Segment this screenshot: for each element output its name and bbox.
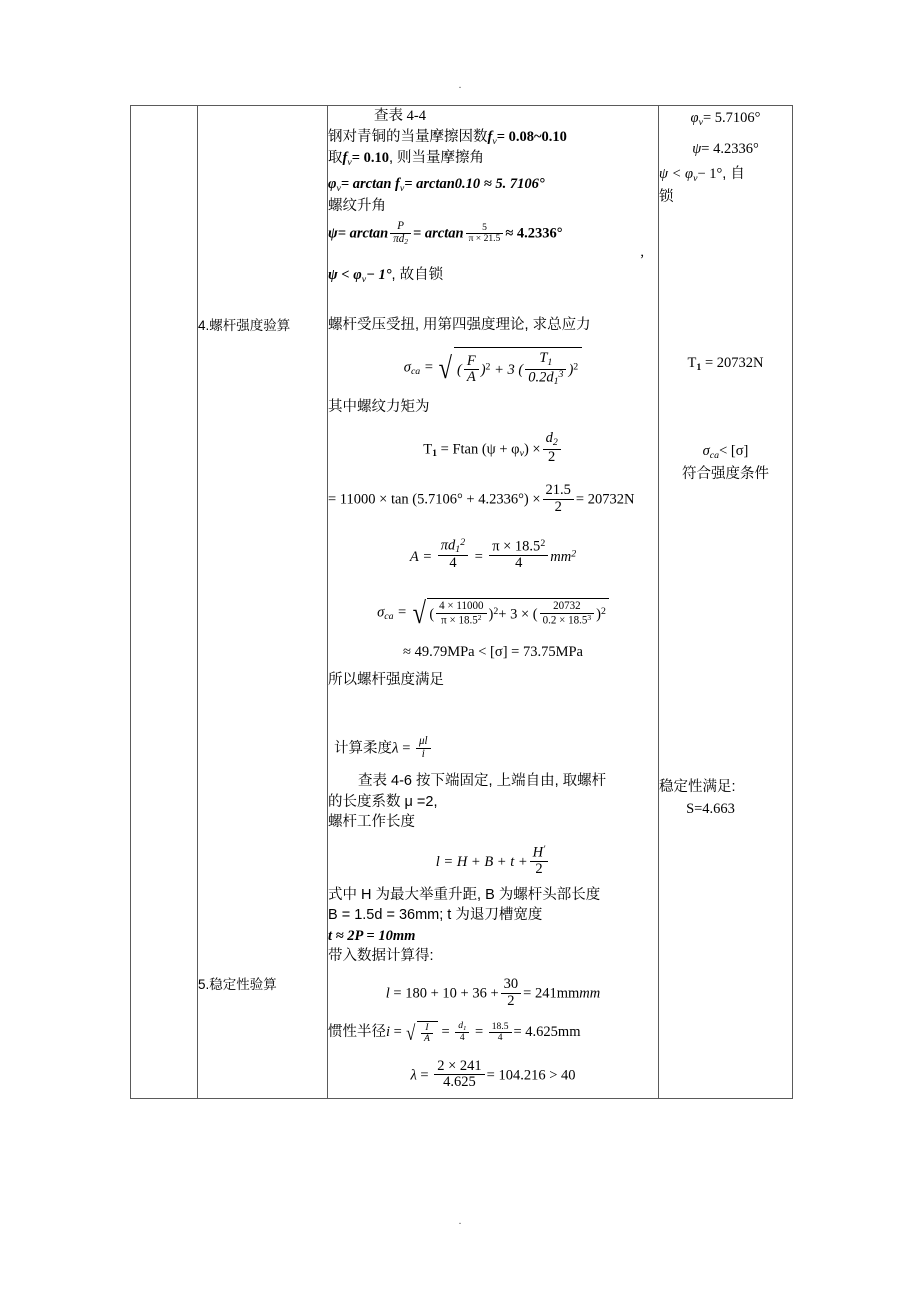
- text-B-value: B = 1.5d = 36mm; t 为退刀槽宽度: [328, 907, 543, 924]
- result-self-locking: $\psi < \varphi_v- 1^\circ$, 自: [659, 166, 745, 185]
- step-5-label: 5.稳定性验算: [198, 977, 277, 992]
- equation-sigma-ca-formula: $\sigma_{ca}$ = √ ( $\frac{F}{A}$ )$^2$ + 3 ( $\frac{T_1}{0.2d_1^3}$ )$^2$: [328, 347, 658, 389]
- result-T1: $T_1 = 20732N$: [687, 354, 764, 373]
- equation-sigma-ca-substituted: $\sigma_{ca}$ = √ ( $\frac{4 \times 11000}{\pi \times 18.5^2}$ )$^2$+ 3 × ( $\frac{20732}{0.2 \times 18.5^3}$ )$^2$: [328, 598, 658, 628]
- result-psi: ψ= 4.2336°: [692, 140, 759, 157]
- page-top-marker: .: [458, 79, 462, 91]
- result-safety-factor: S=4.663: [686, 801, 735, 818]
- table-cell-col1: [131, 106, 198, 1099]
- result-sigma-ca: $\sigma_{ca}< [\sigma]$: [702, 443, 749, 461]
- text-symbol-definitions: 式中 H 为最大举重升距, B 为螺杆头部长度: [328, 886, 601, 903]
- text-length-coefficient: 的长度系数 μ =2,: [328, 793, 438, 810]
- text-thread-torque: 其中螺纹力矩为: [328, 398, 430, 415]
- table-cell-step-labels: [198, 106, 328, 1099]
- table-row: [131, 106, 793, 1099]
- text-substitute-data: 带入数据计算得:: [328, 948, 434, 965]
- equation-self-locking: $\psi < \varphi_v- 1^\circ$, 故自锁: [328, 267, 444, 285]
- text-t-value: t ≈ 2P = 10mm: [328, 927, 416, 944]
- text-helix-angle: 螺纹升角: [328, 197, 386, 214]
- equation-sigma-ca-result: ≈ 49.79MPa < [σ] = 73.75MPa: [403, 644, 583, 661]
- equation-T1-formula: $T_1 = Ftan$ $(\psi + \varphi_v)$ × $\frac{d_2}{2}$: [328, 431, 658, 465]
- text-friction-factor: 钢对青铜的当量摩擦因数$f_v=$ 0.08~0.10: [328, 128, 567, 147]
- result-strength-condition: 符合强度条件: [682, 465, 769, 482]
- table-cell-calculations: [328, 106, 659, 1099]
- text-comma: ,: [640, 244, 644, 261]
- text-working-length: 螺杆工作长度: [328, 814, 415, 831]
- equation-phi-v: $\varphi_v= \arctan f_v= \arctan 0.10 \approx 5$. 7106°: [328, 176, 545, 194]
- equation-radius-of-gyration: 惯性半径i = √ $\frac{I}{A}$ = $\frac{d_1}{4}$ = $\frac{18.5}{4}$ = 4.625mm: [328, 1020, 581, 1045]
- text-strength-satisfied: 所以螺杆强度满足: [328, 671, 444, 688]
- text-lookup-table-4-6: 查表 4-6 按下端固定, 上端自由, 取螺杆: [358, 773, 607, 790]
- calculation-table: [130, 105, 793, 1099]
- result-phi-v: $\varphi_v= 5.7106^\circ$: [690, 110, 761, 128]
- equation-lambda-result: λ = $\frac{2 \times 241}{4.625}$ = 104.216 > 40: [410, 1057, 576, 1091]
- text-take-friction-factor: 取$f_v= 0.10$, 则当量摩擦角: [328, 150, 485, 169]
- step-4-label: 4.螺杆强度验算: [198, 318, 291, 333]
- equation-T1-substituted: = 11000 × tan (5.7106° + 4.2336°) × $\frac{21.5}{2}$ = 20732N: [328, 482, 635, 515]
- equation-psi: ψ= arctan $\frac{P}{\pi d_2}$ = arctan $\frac{5}{\pi \times 21.5}$ ≈ 4.2336°: [328, 220, 563, 247]
- text-fourth-strength-theory: 螺杆受压受扭, 用第四强度理论, 求总应力: [328, 316, 591, 333]
- result-stability-satisfied: 稳定性满足:: [659, 779, 736, 796]
- spacer: [328, 690, 658, 730]
- text-lookup-table-4-4: 查表 4-4: [374, 108, 426, 124]
- table-cell-results: [659, 106, 793, 1099]
- equation-length-formula: l = H + B + t + $\frac{H'}{2}$: [328, 845, 658, 878]
- equation-area-A: A = $\frac{\pi d_1^2}{4}$ = $\frac{\pi \times 18.5^2}{4}$ $mm^2$: [409, 536, 577, 572]
- equation-length-substituted: l = 180 + 10 + 36 + $\frac{30}{2}$ = 241mmmm: [385, 975, 601, 1009]
- page-bottom-marker: .: [458, 1215, 462, 1227]
- result-self-locking-cont: 锁: [659, 188, 674, 205]
- text-slenderness-ratio: 计算柔度λ = $\frac{\mu l}{i}$: [328, 736, 658, 761]
